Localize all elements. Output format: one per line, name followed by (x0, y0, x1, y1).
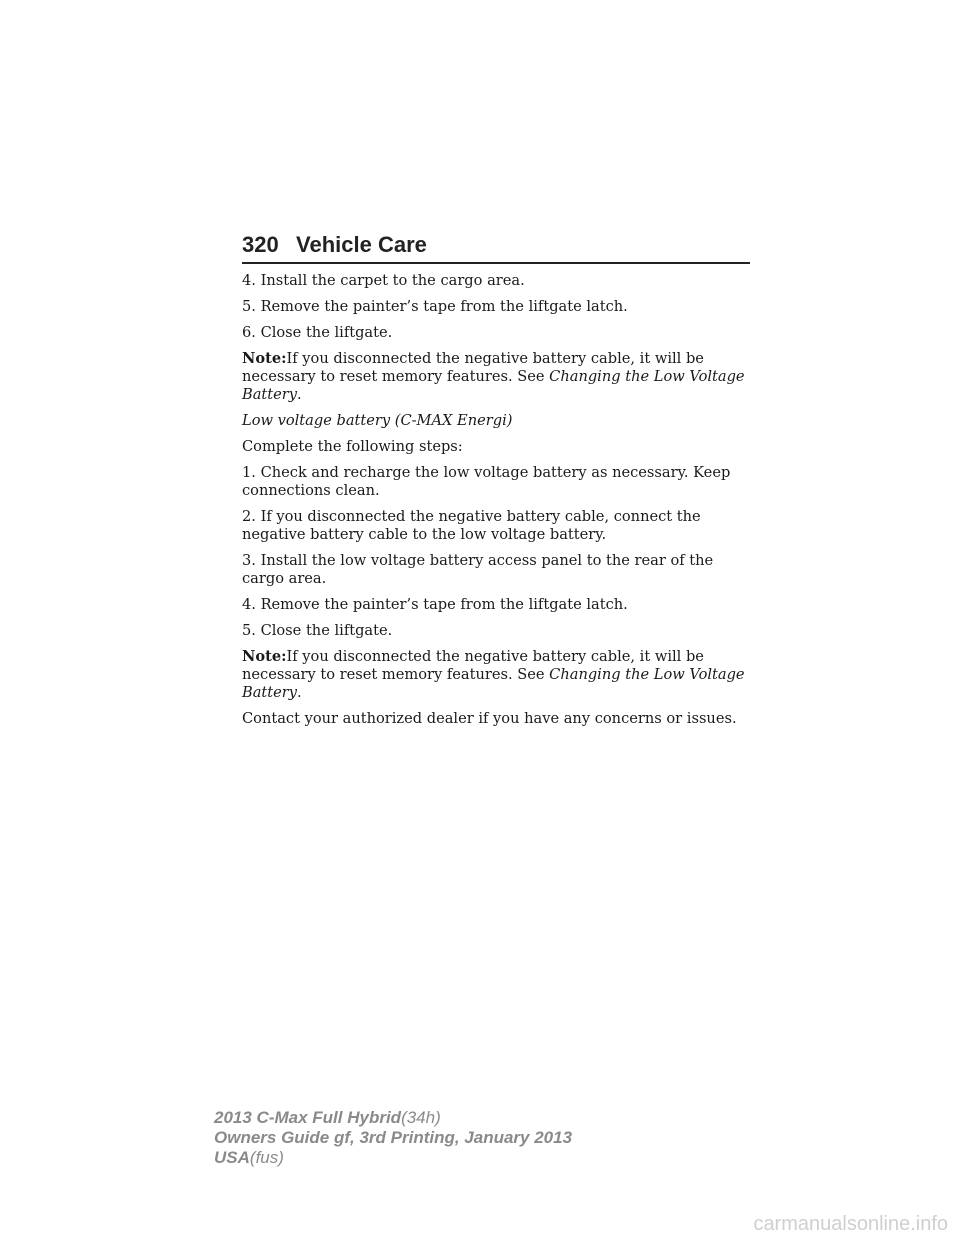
note-label: Note: (242, 350, 287, 367)
page-number: 320 (242, 232, 279, 257)
page-body (242, 272, 750, 736)
footer-line-1 (214, 1108, 572, 1128)
footer-market: USA (214, 1148, 250, 1167)
footer-line-3 (214, 1148, 572, 1168)
footer-model: 2013 C-Max Full Hybrid (214, 1108, 402, 1127)
note-paragraph-2 (242, 648, 750, 702)
energi-step-3: 3. Install the low voltage battery access panel to the rear of the cargo area. (242, 552, 714, 587)
note-paragraph (242, 350, 750, 404)
step-6: 6. Close the liftgate. (242, 324, 393, 341)
note-text-2: If you disconnected the negative battery cable, it will be necessary to reset memory features. See (242, 648, 704, 683)
energi-step-5: 5. Close the liftgate. (242, 622, 393, 639)
section-title: Vehicle Care (296, 232, 427, 257)
page-header (242, 228, 750, 264)
watermark: carmanualsonline.info (753, 1213, 948, 1235)
note-end-2: . (297, 684, 302, 701)
contact-paragraph: Contact your authorized dealer if you have any concerns or issues. (242, 710, 737, 727)
step-5: 5. Remove the painter’s tape from the liftgate latch. (242, 298, 628, 315)
note-link[interactable]: Changing the Low Voltage Battery (242, 368, 745, 403)
note-text: If you disconnected the negative battery cable, it will be necessary to reset memory features. See (242, 350, 704, 385)
subheading: Low voltage battery (C-MAX Energi) (242, 412, 513, 429)
energi-step-2: 2. If you disconnected the negative battery cable, connect the negative battery cable to the low voltage battery. (242, 508, 701, 543)
energi-step-1: 1. Check and recharge the low voltage battery as necessary. Keep connections clean. (242, 464, 731, 499)
footer-market-code: (fus) (249, 1148, 284, 1167)
step-4: 4. Install the carpet to the cargo area. (242, 272, 525, 289)
footer-model-code: (34h) (401, 1108, 441, 1127)
note-link-2[interactable]: Changing the Low Voltage Battery (242, 666, 745, 701)
energi-step-4: 4. Remove the painter’s tape from the liftgate latch. (242, 596, 628, 613)
note-end: . (297, 386, 302, 403)
page-footer (214, 1108, 572, 1168)
footer-line-2: Owners Guide gf, 3rd Printing, January 2013 (214, 1128, 573, 1147)
intro: Complete the following steps: (242, 438, 463, 455)
note-label-2: Note: (242, 648, 287, 665)
